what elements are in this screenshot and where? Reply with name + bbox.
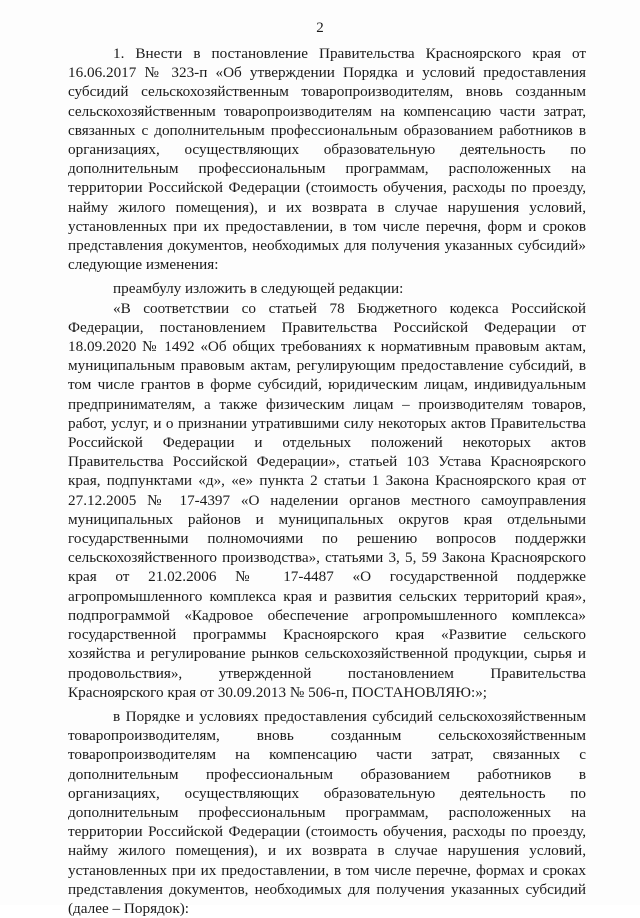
paragraph-preamble-text: «В соответствии со статьей 78 Бюджетного кодекса Российской Федерации, постановлением Правительства Российской Федерации от 18.09.2020 № 1492 «Об общих требованиях к нормативным правовым актам, муниципальным правовым актам, регулирующим предоставление субсидий, в том числе грантов в форме субсидий, юридическим лицам, индивидуальным предпринимателям, а также физическим лицам – производителям товаров, работ, услуг, и о признании утратившими силу некоторых актов Правительства Российской Федерации и отдельных положений некоторых актов Правительства Российской Федерации», статьей 103 Устава Красноярского края, подпунктами «д», «е» пункта 2 статьи 1 Закона Красноярского края от 27.12.2005 № 17-4397 «О наделении органов местного самоуправления муниципальных районов и муниципальных округов края отдельными государственными полномочиями по решению вопросов поддержки сельскохозяйственного производства», статьями 3, 5, 59 Закона Красноярского края от 21.02.2006 № 17-4487 «О государственной поддержке агропромышленного комплекса края и развития сельских территорий края», подпрограммой «Кадровое обеспечение агропромышленного комплекса» государственной программы Красноярского края «Развитие сельского хозяйства и регулирование рынков сельскохозяйственной продукции, сырья и продовольствия», утвержденной постановлением Правительства Красноярского края от 30.09.2013 № 506-п, ПОСТАНОВЛЯЮ:»;: [68, 299, 586, 701]
paragraph-order-text: в Порядке и условиях предоставления субсидий сельскохозяйственным товаропроизводителям, вновь созданным сельскохозяйственным товаропроизводителям на компенсацию части затрат, связанных с дополнительным профессиональным образованием работников в организациях, осуществляющих образовательную деятельность по дополнительным профессиональным программам, расположенных на территории Российской Федерации (стоимость обучения, расходы по проезду, найму жилого помещения), и их возврата в случае нарушения условий, установленных при их предоставлении, в том числе перечне, формах и сроках представления документов, необходимых для получения указанных субсидий (далее – Порядок):: [68, 707, 586, 917]
document-body: [68, 44, 586, 918]
page-number: 2: [316, 20, 324, 36]
paragraph-item-1: 1. Внести в постановление Правительства Красноярского края от 16.06.2017 № 323-п «Об утверждении Порядка и условий предоставления субсидий сельскохозяйственным товаропроизводителям, вновь созданным сельскохозяйственным товаропроизводителям на компенсацию части затрат, связанных с дополнительным профессиональным образованием работников в организациях, осуществляющих образовательную деятельность по дополнительным профессиональным программам, расположенных на территории Российской Федерации (стоимость обучения, расходы по проезду, найму жилого помещения), и их возврата в случае нарушения условий, установленных при их предоставлении, в том числе перечня, форм и сроков представления документов, необходимых для получения указанных субсидий» следующие изменения:: [68, 45, 586, 274]
paragraph-preamble-intro: преамбулу изложить в следующей редакции:: [113, 280, 404, 298]
